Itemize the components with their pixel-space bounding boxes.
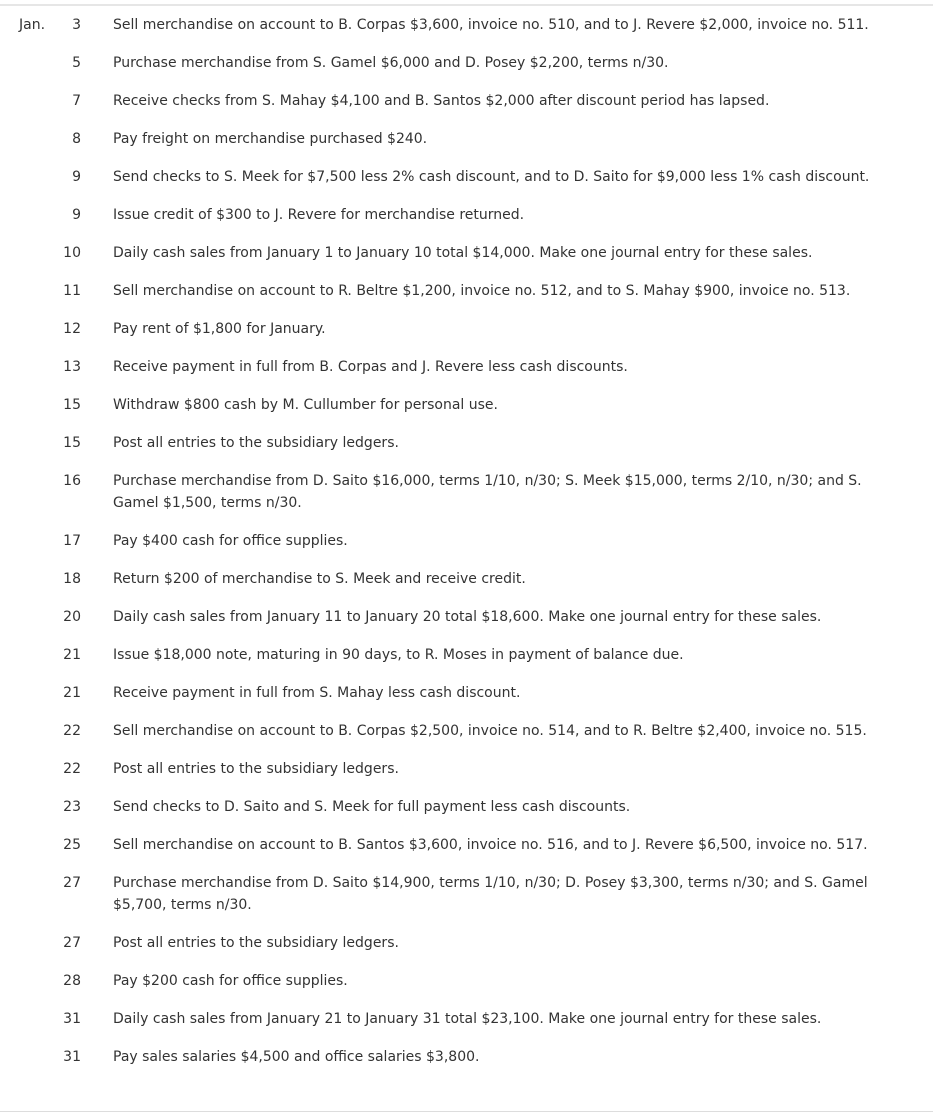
transaction-day: 28 <box>63 973 81 989</box>
transaction-day: 9 <box>72 169 81 185</box>
transaction-text: Post all entries to the subsidiary ledgers. <box>113 435 399 451</box>
transaction-text: Pay sales salaries $4,500 and office salaries $3,800. <box>113 1049 480 1065</box>
transaction-list <box>0 14 933 1084</box>
transaction-row <box>0 90 933 128</box>
transaction-row <box>0 1046 933 1084</box>
transaction-row <box>0 758 933 796</box>
transaction-text: Sell merchandise on account to B. Santos $3,600, invoice no. 516, and to J. Revere $6,500, invoice no. 517. <box>113 837 868 853</box>
transaction-day: 22 <box>63 761 81 777</box>
transaction-day: 15 <box>63 397 81 413</box>
transaction-text: Post all entries to the subsidiary ledgers. <box>113 761 399 777</box>
transaction-row <box>0 128 933 166</box>
top-divider <box>0 4 933 6</box>
transaction-text: Post all entries to the subsidiary ledgers. <box>113 935 399 951</box>
transaction-text: Sell merchandise on account to R. Beltre $1,200, invoice no. 512, and to S. Mahay $900, invoice no. 513. <box>113 283 851 299</box>
transaction-row <box>0 318 933 356</box>
transaction-day: 23 <box>63 799 81 815</box>
transaction-text: Issue credit of $300 to J. Revere for merchandise returned. <box>113 207 525 223</box>
transaction-day: 22 <box>63 723 81 739</box>
transaction-row <box>0 834 933 872</box>
transaction-text: Send checks to S. Meek for $7,500 less 2% cash discount, and to D. Saito for $9,000 less 1% cash discount. <box>113 169 870 185</box>
transaction-text: Return $200 of merchandise to S. Meek and receive credit. <box>113 571 526 587</box>
transaction-day: 5 <box>72 55 81 71</box>
transaction-text: Purchase merchandise from S. Gamel $6,000 and D. Posey $2,200, terms n/30. <box>113 55 669 71</box>
transaction-row <box>0 970 933 1008</box>
transaction-row <box>0 470 933 530</box>
transaction-row <box>0 1008 933 1046</box>
month-label: Jan. <box>19 17 46 33</box>
transaction-day: 27 <box>63 875 81 891</box>
transaction-text: Receive checks from S. Mahay $4,100 and B. Santos $2,000 after discount period has lapsed. <box>113 93 770 109</box>
transaction-day: 13 <box>63 359 81 375</box>
transaction-day: 15 <box>63 435 81 451</box>
transaction-day: 21 <box>63 647 81 663</box>
transaction-row <box>0 606 933 644</box>
transaction-text: Issue $18,000 note, maturing in 90 days, to R. Moses in payment of balance due. <box>113 647 684 663</box>
transaction-day: 7 <box>72 93 81 109</box>
transaction-row <box>0 872 933 932</box>
transaction-row <box>0 530 933 568</box>
transaction-day: 17 <box>63 533 81 549</box>
transaction-day: 8 <box>72 131 81 147</box>
transaction-row <box>0 432 933 470</box>
transaction-text: Purchase merchandise from D. Saito $14,900, terms 1/10, n/30; D. Posey $3,300, terms n/30; and S. Gamel $5,700, terms n/30. <box>113 875 868 913</box>
transaction-text: Daily cash sales from January 1 to January 10 total $14,000. Make one journal entry for these sales. <box>113 245 813 261</box>
transaction-row <box>0 166 933 204</box>
transaction-day: 3 <box>72 17 81 33</box>
transaction-day: 11 <box>63 283 81 299</box>
transaction-row <box>0 14 933 52</box>
transaction-day: 9 <box>72 207 81 223</box>
transaction-day: 27 <box>63 935 81 951</box>
transaction-text: Purchase merchandise from D. Saito $16,000, terms 1/10, n/30; S. Meek $15,000, terms 2/10, n/30; and S. Gamel $1,500, terms n/30. <box>113 473 862 511</box>
transaction-text: Pay freight on merchandise purchased $240. <box>113 131 428 147</box>
transaction-day: 18 <box>63 571 81 587</box>
transaction-row <box>0 932 933 970</box>
transaction-text: Receive payment in full from B. Corpas and J. Revere less cash discounts. <box>113 359 628 375</box>
transaction-text: Daily cash sales from January 11 to January 20 total $18,600. Make one journal entry for these sales. <box>113 609 822 625</box>
bottom-divider <box>0 1111 933 1112</box>
transaction-text: Pay rent of $1,800 for January. <box>113 321 326 337</box>
transaction-day: 12 <box>63 321 81 337</box>
transaction-row <box>0 242 933 280</box>
transaction-row <box>0 280 933 318</box>
transaction-text: Send checks to D. Saito and S. Meek for full payment less cash discounts. <box>113 799 631 815</box>
transaction-day: 21 <box>63 685 81 701</box>
transaction-row <box>0 682 933 720</box>
transaction-day: 10 <box>63 245 81 261</box>
transaction-row <box>0 720 933 758</box>
transaction-text: Daily cash sales from January 21 to January 31 total $23,100. Make one journal entry for these sales. <box>113 1011 822 1027</box>
transaction-text: Receive payment in full from S. Mahay less cash discount. <box>113 685 521 701</box>
transaction-day: 31 <box>63 1011 81 1027</box>
transaction-text: Sell merchandise on account to B. Corpas $3,600, invoice no. 510, and to J. Revere $2,000, invoice no. 511. <box>113 17 869 33</box>
transaction-row <box>0 644 933 682</box>
transaction-row <box>0 356 933 394</box>
transaction-row <box>0 568 933 606</box>
transaction-row <box>0 394 933 432</box>
transaction-day: 31 <box>63 1049 81 1065</box>
transaction-text: Pay $200 cash for office supplies. <box>113 973 348 989</box>
transaction-row <box>0 796 933 834</box>
transaction-day: 16 <box>63 473 81 489</box>
transaction-text: Withdraw $800 cash by M. Cullumber for personal use. <box>113 397 498 413</box>
transaction-text: Sell merchandise on account to B. Corpas $2,500, invoice no. 514, and to R. Beltre $2,400, invoice no. 515. <box>113 723 867 739</box>
transaction-text: Pay $400 cash for office supplies. <box>113 533 348 549</box>
transaction-day: 25 <box>63 837 81 853</box>
transaction-row <box>0 52 933 90</box>
transaction-row <box>0 204 933 242</box>
transaction-day: 20 <box>63 609 81 625</box>
